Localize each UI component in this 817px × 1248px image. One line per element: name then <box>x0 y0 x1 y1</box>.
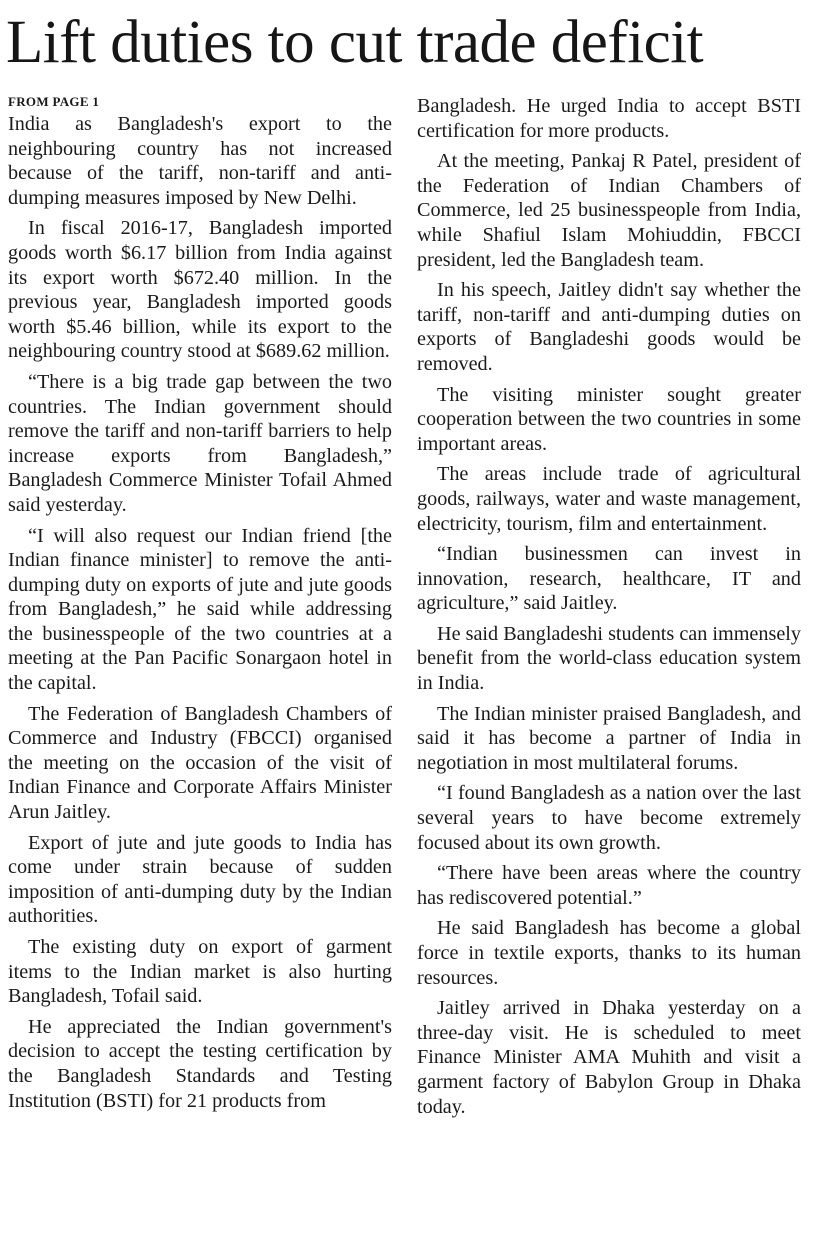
paragraph: Export of jute and jute goods to India has come under strain because of sudden imposition of anti-dumping duty by the Indian authorities. <box>8 831 392 928</box>
paragraph: “Indian businessmen can invest in innovation, research, healthcare, IT and agriculture,” said Jaitley. <box>417 543 801 615</box>
paragraph: The Indian minister praised Bangladesh, and said it has become a partner of India in negotiation in most multilateral forums. <box>417 702 801 774</box>
paragraph: In fiscal 2016-17, Bangladesh imported goods worth $6.17 billion from India against its export worth $672.40 million. In the previous year, Bangladesh imported goods worth $5.46 billion, while its export to the neighbouring country stood at $689.62 million. <box>8 217 392 363</box>
paragraph: He appreciated the Indian government's decision to accept the testing certification by the Bangladesh Standards and Testing Institution (BSTI) for 21 products from <box>8 1015 392 1112</box>
paragraph: The existing duty on export of garment items to the Indian market is also hurting Bangladesh, Tofail said. <box>8 936 392 1008</box>
paragraph: He said Bangladeshi students can immensely benefit from the world-class education system in India. <box>417 622 801 695</box>
paragraph: “I will also request our Indian friend [the Indian finance minister] to remove the anti-dumping duty on exports of jute and jute goods from Bangladesh,” he said while addressing the businesspeople of the two countries at a meeting at the Pan Pacific Sonargaon hotel in the capital. <box>8 524 392 695</box>
paragraph: “There is a big trade gap between the two countries. The Indian government should remove the tariff and non-tariff barriers to help increase exports from Bangladesh,” Bangladesh Commerce Minister Tofail Ahmed said yesterday. <box>8 370 392 516</box>
paragraph: The visiting minister sought greater cooperation between the two countries in some important areas. <box>417 383 801 455</box>
paragraph: “I found Bangladesh as a nation over the last several years to have become extremely focused about its own growth. <box>417 782 801 854</box>
paragraph: At the meeting, Pankaj R Patel, president of the Federation of Indian Chambers of Commerce, led 25 businesspeople from India, while Shafiul Islam Mohiuddin, FBCCI president, led the Bangladesh team. <box>417 150 801 271</box>
paragraph: In his speech, Jaitley didn't say whether the tariff, non-tariff and anti-dumping duties on exports of Bangladeshi goods would be removed. <box>417 279 801 375</box>
headline: Lift duties to cut trade deficit <box>6 9 704 76</box>
paragraph: The Federation of Bangladesh Chambers of Commerce and Industry (FBCCI) organised the meeting on the occasion of the visit of Indian Finance and Corporate Affairs Minister Arun Jaitley. <box>8 702 392 824</box>
paragraph: “There have been areas where the country has rediscovered potential.” <box>417 862 801 909</box>
paragraph: Jaitley arrived in Dhaka yesterday on a three-day visit. He is scheduled to meet Finance Minister AMA Muhith and visit a garment factory of Babylon Group in Dhaka today. <box>417 997 801 1118</box>
left-column <box>8 94 392 1244</box>
right-column <box>417 94 801 1244</box>
paragraph: He said Bangladesh has become a global force in textile exports, thanks to its human resources. <box>417 917 801 989</box>
paragraph: India as Bangladesh's export to the neighbouring country has not increased because of the tariff, non-tariff and anti-dumping measures imposed by New Delhi. <box>8 113 392 209</box>
continuation-kicker: FROM PAGE 1 <box>8 94 100 109</box>
paragraph: The areas include trade of agricultural goods, railways, water and waste management, electricity, tourism, film and entertainment. <box>417 463 801 535</box>
paragraph: Bangladesh. He urged India to accept BSTI certification for more products. <box>417 95 801 142</box>
